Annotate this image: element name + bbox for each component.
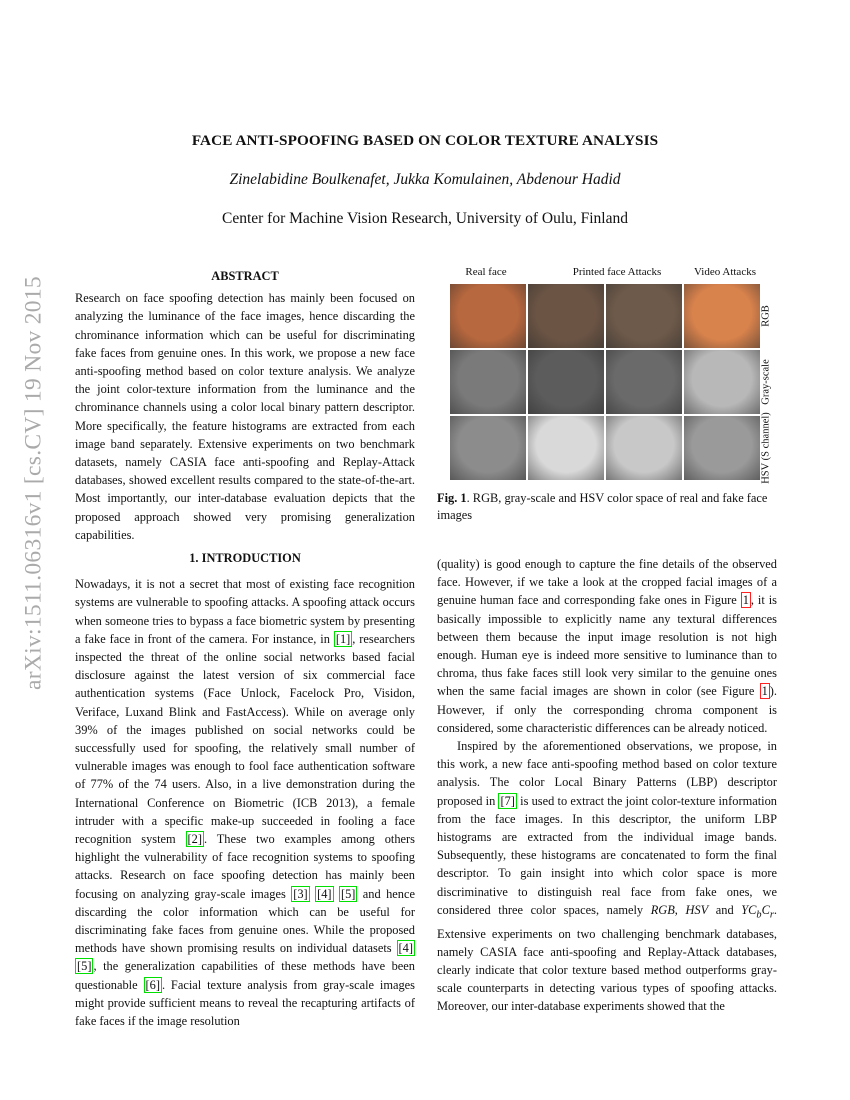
face-image-hsv-printed-2 [606, 416, 682, 480]
arxiv-sidebar [14, 258, 54, 708]
figure-column-real: Real face [465, 266, 507, 278]
citation-link[interactable]: [2] [187, 832, 202, 847]
figure-1-caption: Fig. 1. RGB, gray-scale and HSV color space of real and fake face images [437, 491, 768, 522]
face-image-gray-real [450, 350, 526, 414]
citation-link[interactable]: [5] [340, 886, 356, 901]
figure-reference-link[interactable]: 1 [761, 684, 768, 699]
introduction-section [75, 549, 415, 1030]
face-image-rgb-printed-2 [606, 284, 682, 348]
face-image-gray-video [684, 350, 760, 414]
face-image-gray-printed-1 [528, 350, 604, 414]
figure-column-video: Video Attacks [694, 266, 756, 278]
introduction-heading: 1. INTRODUCTION [189, 551, 301, 565]
citation-link[interactable]: [1] [335, 631, 351, 646]
figure-row-gray: Gray-scale [760, 359, 772, 405]
face-image-hsv-printed-1 [528, 416, 604, 480]
figure-row-hsv: HSV (S channel) [760, 412, 772, 484]
figure-reference-link[interactable]: 1 [742, 593, 749, 608]
abstract-text: Research on face spoofing detection has mainly been focused on analyzing the luminance of the face images, hence discarding the chrominance information which can be useful for discriminating fake faces from genuine ones. In this work, we propose a new face anti-spoofing method based on color texture analysis. We analyze the joint color-texture information from the luminance and the chrominance channels using a color local binary pattern descriptor. More specifically, the feature histograms are extracted from each image band separately. Extensive experiments on two benchmark datasets, namely CASIA face anti-spoofing and Replay-Attack databases, showed excellent results compared to the state-of-the-art. Most importantly, our inter-database evaluation depicts that the proposed approach showed very promising generalization capabilities. [75, 291, 415, 542]
abstract-section [75, 267, 415, 544]
citation-link[interactable]: [6] [145, 977, 160, 992]
figure-column-printed: Printed face Attacks [572, 266, 662, 278]
figure-1 [437, 266, 777, 486]
citation-link[interactable]: [7] [500, 793, 515, 808]
paper-title: FACE ANTI-SPOOFING BASED ON COLOR TEXTURE ANALYSIS [191, 132, 659, 149]
citation-link[interactable]: [3] [293, 886, 308, 901]
paper-authors: Zinelabidine Boulkenafet, Jukka Komulainen, Abdenour Hadid [229, 171, 621, 188]
face-image-rgb-real [450, 284, 526, 348]
citation-link[interactable]: [4] [317, 886, 332, 901]
face-image-hsv-video [684, 416, 760, 480]
right-column-text [437, 555, 777, 1016]
introduction-paragraph: Nowadays, it is not a secret that most of existing face recognition systems are vulnerable to spoofing attacks. A spoofing attack occurs when someone tries to bypass a face biometric system by presenting a fake face in front of the camera. For instance, in [1] , researchers inspected the threat of the online social networks based facial disclosure against the latest version of six commercial face authentication systems (Face Unlock, Facelock Pro, Visidon, Veriface, Luxand Blink and FastAccess). While on average only 39% of the images published on social networks could be successfully used for spoofing, the relatively small number of vulnerable images was enough to fool face authentication software of 77% of the 74 users. Also, in a live demonstration during the International Conference on Biometric (ICB 2013), a female intruder with a specific make-up succeeded in fooling a face recognition system [2] . These two examples among others highlight the vulnerability of face recognition systems to spoofing attacks. Research on face spoofing detection has mainly been focusing on analyzing gray-scale images [3] [4] [5] and hence discarding the color information which can be useful for discriminating fake faces from genuine ones. While the proposed methods have shown promising results on individual datasets [4] [5] , the generalization capabilities of these methods have been questionable [6] . Facial texture analysis from gray-scale images might provide sufficient means to reveal the recapturing artifacts of fake faces if the image resolution [75, 577, 416, 1029]
paragraph-observations: (quality) is good enough to capture the fine details of the observed face. However, if we take a look at the cropped facial images of a genuine human face and corresponding fake ones in Figure 1 , it is basically impossible to explicitly name any textural differences between them because the input image resolution is not high enough. Human eye is indeed more sensitive to luminance than to chroma, thus fake faces still look very similar to the genuine ones when the same facial images are shown in color (see Figure 1 ). However, if only the corresponding chroma component is considered, some characteristic differences can be already noticed. [437, 557, 777, 735]
face-image-hsv-real [450, 416, 526, 480]
abstract-heading: ABSTRACT [211, 269, 279, 283]
paragraph-proposal: Inspired by the aforementioned observations, we propose, in this work, a new face anti-spoofing method based on color texture analysis. The color Local Binary Patterns (LBP) descriptor proposed in [7] is used to extract the joint color-texture information from the face images. In this descriptor, the uniform LBP histograms are extracted from the individual image bands. Subsequently, these histograms are concatenated to form the final descriptor. To gain insight into which color space is more discriminative to distinguish real face from fake ones, we considered three color spaces, namely RGB, HSV and $YC_bC_r$. Extensive experiments on two challenging benchmark databases, namely CASIA face anti-spoofing and Replay-Attack databases, clearly indicate that color texture based method outperforms gray-scale counterparts in detecting various types of spoofing attacks. Moreover, our inter-database experiments showed that the [437, 739, 777, 1014]
face-image-gray-printed-2 [606, 350, 682, 414]
citation-link[interactable]: [4] [398, 941, 413, 956]
face-image-rgb-video [684, 284, 760, 348]
arxiv-identifier: arXiv:1511.06316v1 [cs.CV] 19 Nov 2015 [20, 276, 47, 690]
citation-link[interactable]: [5] [77, 959, 92, 974]
paper-affiliation: Center for Machine Vision Research, University of Oulu, Finland [221, 210, 628, 227]
figure-row-rgb: RGB [760, 305, 772, 327]
face-image-rgb-printed-1 [528, 284, 604, 348]
